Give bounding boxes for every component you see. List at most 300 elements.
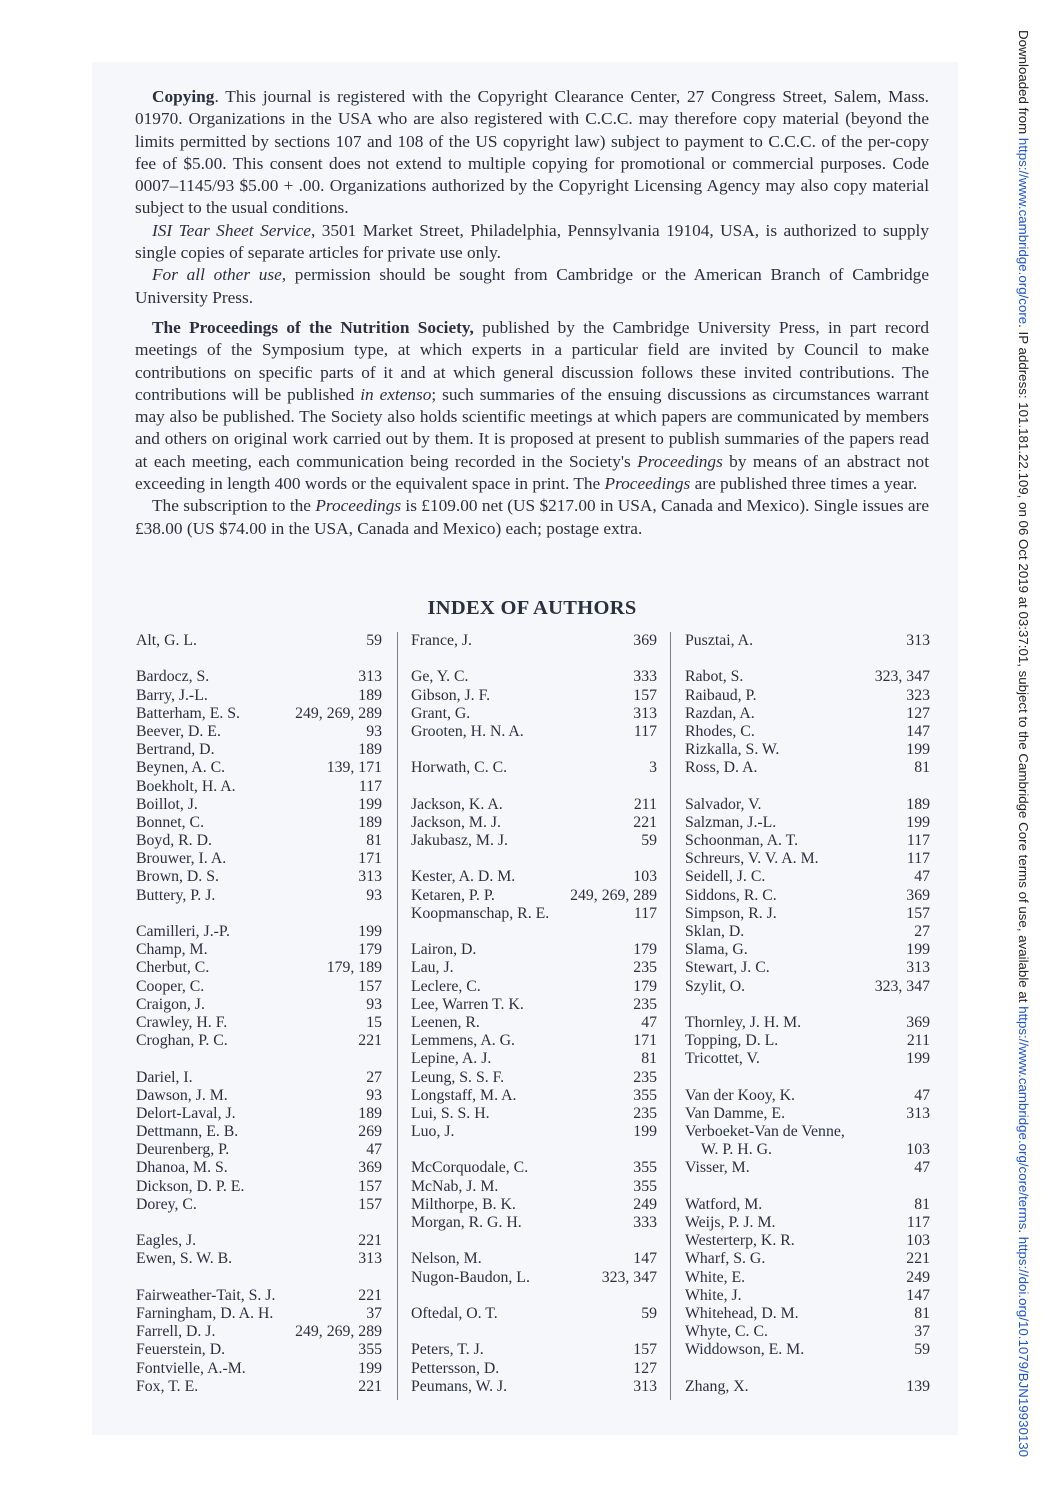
proceedings-text-a: published by the Cambridge University Press, in part record meetings of the Symposium type, at which experts in a particular field are invited by Council to make contributions on specific parts of it and at which general discussion follows these invited contributions. The contributions will be published [135, 317, 930, 404]
author-name: Barry, J.-L. [136, 686, 208, 704]
page-numbers: 199 [358, 923, 382, 940]
author-name: Watford, M. [685, 1195, 763, 1213]
author-name: Luo, J. [411, 1123, 455, 1141]
index-entry [136, 668, 382, 686]
index-entry [136, 1087, 382, 1105]
author-name: Brown, D. S. [136, 868, 219, 886]
page-numbers: 179 [633, 941, 657, 959]
page-numbers: 199 [906, 941, 930, 959]
author-name: Dariel, I. [136, 1068, 193, 1086]
page-numbers: 313 [358, 668, 382, 686]
author-name: Van Damme, E. [685, 1104, 786, 1122]
index-entry [411, 814, 657, 832]
doi-link[interactable]: https://doi.org/10.1079/BJN19930130 [1016, 1236, 1031, 1458]
index-entry [411, 687, 657, 705]
author-name: Bonnet, C. [136, 813, 205, 831]
index-entry [685, 923, 930, 941]
author-name: Koopmanschap, R. E. [411, 904, 550, 922]
index-entry [136, 705, 382, 723]
author-name: Horwath, C. C. [411, 759, 508, 777]
front-matter-text [135, 86, 929, 540]
author-name: Camilleri, J.-P. [136, 923, 230, 940]
index-entry [411, 1014, 657, 1032]
author-name: Leung, S. S. F. [411, 1068, 505, 1086]
index-spacer [136, 1214, 382, 1232]
index-entry [136, 632, 382, 650]
page-numbers: 37 [914, 1323, 930, 1341]
index-entry [136, 796, 382, 814]
index-entry [411, 1196, 657, 1214]
index-spacer [411, 1141, 657, 1159]
author-name: Deurenberg, P. [136, 1141, 230, 1159]
page-numbers: 117 [906, 832, 930, 850]
author-name: Lee, Warren T. K. [411, 995, 524, 1013]
index-entry [136, 1141, 382, 1159]
page-numbers: 199 [358, 795, 382, 813]
page-numbers: 221 [633, 813, 657, 831]
index-entry [411, 1087, 657, 1105]
core-link[interactable]: https://www.cambridge.org/core [1016, 137, 1031, 325]
author-name: Boyd, R. D. [136, 832, 212, 850]
index-entry [136, 1232, 382, 1250]
index-entry [136, 1123, 382, 1141]
author-name: Westerterp, K. R. [685, 1232, 795, 1250]
download-notice-prefix: Downloaded from [1016, 30, 1031, 138]
author-name: Dawson, J. M. [136, 1086, 228, 1104]
index-entry [685, 978, 930, 996]
index-entry [411, 1159, 657, 1177]
author-name: Thornley, J. H. M. [685, 1013, 802, 1031]
page-numbers: 221 [358, 1232, 382, 1250]
author-name: Dickson, D. P. E. [136, 1177, 245, 1195]
author-name: Weijs, P. J. M. [685, 1214, 776, 1231]
copying-text: . This journal is registered with the Copyright Clearance Center, 27 Congress Street, Salem, Mass. 01970. Organizations in the USA who are also registered with C.C.C. may therefore copy material (beyond the limits permitted by sections 107 and 108 of the US copyright law) subject to payment to C.C.C. of the per-copy fee of $5.00. This consent does not extend to multiple copying for promotional or commercial purposes. Code 0007–1145/93 $5.00 + .00. Organizations authorized by the Copyright Licensing Agency may also copy material subject to the usual conditions. [135, 87, 929, 218]
page-numbers: 81 [366, 832, 382, 850]
author-name: White, J. [685, 1286, 742, 1304]
index-spacer [411, 741, 657, 759]
author-name: Alt, G. L. [136, 632, 197, 649]
page-numbers: 323 [906, 686, 930, 704]
proceedings-text-b: ; such summaries of the ensuing discussions as circumstances warrant may also be published. The Society also holds scientific meetings at which papers are communicated by members and others on original work carried out by them. It is proposed at present to publish summaries of the papers read at each meeting, each communication being recorded in the Society's [135, 384, 929, 471]
index-entry [411, 723, 657, 741]
page-numbers: 117 [906, 1214, 930, 1231]
author-name: Zhang, X. [685, 1377, 749, 1395]
other-use-paragraph [135, 264, 929, 309]
author-name: Bertrand, D. [136, 741, 215, 759]
index-entry [685, 1323, 930, 1341]
index-entry [136, 887, 382, 905]
author-name: Milthorpe, B. K. [411, 1195, 516, 1213]
copying-paragraph [135, 86, 929, 220]
author-name: Lau, J. [411, 959, 454, 977]
author-name: Ross, D. A. [685, 759, 758, 777]
copying-heading: Copying [152, 87, 215, 106]
index-entry [685, 905, 930, 923]
index-entry [685, 796, 930, 814]
index-column-2 [411, 632, 657, 1396]
author-name: Lui, S. S. H. [411, 1104, 490, 1122]
proceedings-paragraph [135, 317, 929, 495]
index-entry [685, 832, 930, 850]
page-numbers: 15 [366, 1013, 382, 1031]
index-entry [136, 1105, 382, 1123]
page-numbers: 3 [649, 759, 657, 777]
author-name: Fairweather-Tait, S. J. [136, 1286, 276, 1304]
author-name: Boillot, J. [136, 795, 198, 813]
author-name: Fox, T. E. [136, 1377, 199, 1395]
index-entry [411, 868, 657, 886]
page-numbers: 313 [358, 1250, 382, 1268]
index-entry [411, 978, 657, 996]
page-numbers: 59 [366, 632, 382, 649]
index-entry [411, 1214, 657, 1232]
isi-paragraph [135, 220, 929, 265]
author-name: Bardocz, S. [136, 668, 210, 686]
index-entry [136, 1178, 382, 1196]
author-name: Batterham, E. S. [136, 704, 240, 722]
author-name: Longstaff, M. A. [411, 1086, 517, 1104]
index-entry [411, 887, 657, 905]
page-numbers: 179 [633, 977, 657, 995]
index-entry [411, 1269, 657, 1287]
author-name: Topping, D. L. [685, 1032, 779, 1050]
other-use-heading: For all other use [152, 265, 282, 285]
page-numbers: 171 [358, 850, 382, 868]
index-entry [685, 687, 930, 705]
index-entry [411, 1341, 657, 1359]
page-numbers: 189 [358, 1104, 382, 1122]
index-entry [685, 1159, 930, 1177]
isi-text: , 3501 Market Street, Philadelphia, Pennsylvania 19104, USA, is authorized to supply single copies of separate articles for private use only. [135, 220, 929, 263]
author-name: Lemmens, A. G. [411, 1032, 515, 1050]
author-name: Whitehead, D. M. [685, 1304, 799, 1322]
index-entry [685, 1141, 930, 1159]
page-numbers: 157 [633, 686, 657, 704]
index-entry [136, 1378, 382, 1396]
page-numbers: 355 [633, 1177, 657, 1195]
index-entry [685, 1341, 930, 1359]
proceedings-italic-c: Proceedings [604, 474, 691, 494]
author-name: Szylit, O. [685, 977, 746, 995]
index-spacer [411, 850, 657, 868]
page-numbers: 249, 269, 289 [295, 704, 382, 722]
author-name: Ketaren, P. P. [411, 886, 495, 904]
author-name: Salvador, V. [685, 795, 762, 813]
index-spacer [136, 650, 382, 668]
page-numbers: 235 [633, 1104, 657, 1122]
index-spacer [411, 650, 657, 668]
page-numbers: 269 [358, 1123, 382, 1141]
page-numbers: 355 [633, 1086, 657, 1104]
author-name: Champ, M. [136, 941, 208, 959]
page-numbers: 199 [906, 813, 930, 831]
index-spacer [685, 778, 930, 796]
index-entry [136, 832, 382, 850]
author-name: Widdowson, E. M. [685, 1341, 805, 1359]
index-entry [411, 1178, 657, 1196]
index-entry [136, 1360, 382, 1378]
terms-link[interactable]: https://www.cambridge.org/core/terms [1016, 1006, 1031, 1230]
proceedings-italic-a: in extenso [360, 384, 432, 404]
page-numbers: 235 [633, 959, 657, 977]
author-name: Gibson, J. F. [411, 686, 491, 704]
author-name: Wharf, S. G. [685, 1250, 766, 1268]
page-numbers: 323, 347 [874, 668, 930, 686]
index-spacer [685, 1178, 930, 1196]
author-name: Pettersson, D. [411, 1359, 500, 1377]
index-spacer [136, 1050, 382, 1068]
index-entry [136, 923, 382, 941]
subscription-italic: Proceedings [315, 496, 402, 516]
page-numbers: 47 [641, 1013, 657, 1031]
author-name: Tricottet, V. [685, 1050, 760, 1068]
page-numbers: 117 [633, 722, 657, 740]
index-entry [685, 632, 930, 650]
index-entry [685, 814, 930, 832]
author-name: Sklan, D. [685, 923, 745, 940]
page-numbers: 157 [358, 1177, 382, 1195]
author-name: Buttery, P. J. [136, 886, 216, 904]
author-name: Jackson, M. J. [411, 813, 501, 831]
index-entry [685, 1032, 930, 1050]
author-name: Seidell, J. C. [685, 868, 766, 886]
page-numbers: 199 [906, 1050, 930, 1068]
author-name: Cooper, C. [136, 977, 205, 995]
page-numbers: 355 [633, 1159, 657, 1177]
isi-heading: ISI Tear Sheet Service [152, 220, 311, 240]
author-name: Farningham, D. A. H. [136, 1304, 274, 1322]
page-numbers: 249, 269, 289 [570, 886, 657, 904]
index-entry [411, 796, 657, 814]
index-spacer [411, 1287, 657, 1305]
index-spacer [685, 650, 930, 668]
index-spacer [411, 1323, 657, 1341]
author-name: Pusztai, A. [685, 632, 754, 649]
author-name: Peters, T. J. [411, 1341, 484, 1359]
page-numbers: 81 [914, 1195, 930, 1213]
page-numbers: 235 [633, 995, 657, 1013]
page-numbers: 211 [633, 795, 657, 813]
author-name: Rizkalla, S. W. [685, 741, 780, 759]
page-numbers: 369 [358, 1159, 382, 1177]
page-numbers: 369 [633, 632, 657, 649]
author-name: Whyte, C. C. [685, 1323, 768, 1341]
index-entry [685, 1378, 930, 1396]
index-entry [136, 1159, 382, 1177]
page-numbers: 249, 269, 289 [295, 1323, 382, 1341]
index-entry [136, 850, 382, 868]
page-numbers: 93 [366, 1086, 382, 1104]
index-entry [685, 941, 930, 959]
index-entry [685, 1087, 930, 1105]
author-name: France, J. [411, 632, 472, 649]
index-entry [136, 978, 382, 996]
index-entry [411, 1250, 657, 1268]
page-numbers: 47 [366, 1141, 382, 1159]
page-numbers: 211 [906, 1032, 930, 1050]
index-spacer [136, 905, 382, 923]
index-column-1 [136, 632, 382, 1396]
author-name: Jackson, K. A. [411, 795, 503, 813]
subscription-paragraph [135, 495, 929, 540]
index-entry [685, 1105, 930, 1123]
index-entry [685, 1196, 930, 1214]
author-name: Leenen, R. [411, 1013, 480, 1031]
index-entry [411, 632, 657, 650]
index-spacer [685, 1360, 930, 1378]
author-name: Craigon, J. [136, 995, 205, 1013]
download-notice [1012, 30, 1034, 1470]
author-name: Raibaud, P. [685, 686, 757, 704]
index-entry [685, 759, 930, 777]
page-numbers: 81 [914, 759, 930, 777]
index-entry [411, 905, 657, 923]
index-entry [411, 1105, 657, 1123]
index-entry [685, 868, 930, 886]
index-entry [411, 1360, 657, 1378]
page-numbers: 59 [641, 832, 657, 850]
index-entry [136, 1014, 382, 1032]
author-name: Grant, G. [411, 704, 471, 722]
index-entry [411, 1050, 657, 1068]
index-entry [411, 1069, 657, 1087]
index-spacer [685, 1069, 930, 1087]
page-numbers [924, 1123, 930, 1141]
page-numbers: 199 [633, 1123, 657, 1141]
index-entry [685, 1123, 930, 1141]
page-numbers: 81 [641, 1050, 657, 1068]
page-numbers: 333 [633, 668, 657, 686]
author-name: Nelson, M. [411, 1250, 482, 1268]
index-entry [411, 1378, 657, 1396]
page-numbers: 189 [358, 686, 382, 704]
proceedings-heading: The Proceedings of the Nutrition Society, [152, 317, 474, 337]
proceedings-text-c: by means of an abstract not exceeding in length 400 words or the equivalent space in print. The [135, 451, 930, 494]
author-name: White, E. [685, 1268, 746, 1286]
author-name: Verboeket-Van de Venne, [685, 1123, 845, 1141]
page-numbers: 313 [906, 959, 930, 977]
author-name: Croghan, P. C. [136, 1032, 228, 1050]
index-entry [136, 741, 382, 759]
index-entry [685, 705, 930, 723]
author-name: Beynen, A. C. [136, 759, 226, 777]
author-name: Lepine, A. J. [411, 1050, 492, 1068]
index-entry [685, 741, 930, 759]
index-entry [685, 723, 930, 741]
index-entry [685, 1287, 930, 1305]
column-divider-1 [397, 632, 398, 1400]
page-numbers: 313 [633, 1377, 657, 1395]
page-numbers: 171 [633, 1032, 657, 1050]
page-numbers: 93 [366, 995, 382, 1013]
page-numbers: 47 [914, 1086, 930, 1104]
index-entry [685, 959, 930, 977]
index-entry [411, 832, 657, 850]
page-numbers: 147 [633, 1250, 657, 1268]
page-numbers: 157 [906, 904, 930, 922]
index-entry [411, 941, 657, 959]
page-numbers: 157 [358, 977, 382, 995]
page-numbers: 189 [906, 795, 930, 813]
page-numbers: 333 [633, 1214, 657, 1231]
subscription-text-b: is £109.00 net (US $217.00 in USA, Canada and Mexico). Single issues are £38.00 (US $74.00 in the USA, Canada and Mexico) each; postage extra. [135, 496, 929, 538]
author-name: Van der Kooy, K. [685, 1086, 795, 1104]
index-spacer [136, 1269, 382, 1287]
index-entry [685, 850, 930, 868]
author-name: Farrell, D. J. [136, 1323, 216, 1341]
page-numbers: 249 [633, 1195, 657, 1213]
index-entry [136, 1341, 382, 1359]
author-name: Lairon, D. [411, 941, 477, 959]
author-name: Kester, A. D. M. [411, 868, 516, 886]
author-name: McCorquodale, C. [411, 1159, 529, 1177]
author-name: Schoonman, A. T. [685, 832, 799, 850]
index-title: INDEX OF AUTHORS [427, 597, 637, 619]
author-name: Siddons, R. C. [685, 886, 777, 904]
page-numbers: 47 [914, 868, 930, 886]
index-entry [411, 959, 657, 977]
index-entry [685, 1014, 930, 1032]
page-numbers: 27 [914, 923, 930, 940]
subscription-text-a: The subscription to the [152, 496, 316, 516]
page-numbers: 157 [358, 1195, 382, 1213]
index-entry [411, 759, 657, 777]
download-notice-sep: . [1016, 1229, 1031, 1237]
author-name: Brouwer, I. A. [136, 850, 227, 868]
index-entry [136, 1323, 382, 1341]
index-entry [685, 1050, 930, 1068]
index-spacer [411, 923, 657, 941]
author-name: Leclere, C. [411, 977, 481, 995]
page-numbers: 199 [906, 741, 930, 759]
index-entry [136, 941, 382, 959]
index-entry [136, 759, 382, 777]
index-entry [136, 1069, 382, 1087]
author-name: McNab, J. M. [411, 1177, 499, 1195]
page-numbers: 323, 347 [601, 1268, 657, 1286]
page-numbers: 117 [906, 850, 930, 868]
author-name: Grooten, H. N. A. [411, 722, 524, 740]
index-entry [685, 1269, 930, 1287]
page-numbers: 127 [906, 704, 930, 722]
page-numbers: 27 [366, 1068, 382, 1086]
index-entry [411, 1123, 657, 1141]
page-numbers: 117 [358, 777, 382, 795]
index-entry [136, 1287, 382, 1305]
page-numbers: 59 [914, 1341, 930, 1359]
page-numbers: 199 [358, 1359, 382, 1377]
author-name: Eagles, J. [136, 1232, 197, 1250]
index-entry [411, 1305, 657, 1323]
index-entry [411, 668, 657, 686]
index-entry [685, 1305, 930, 1323]
page-numbers: 221 [358, 1032, 382, 1050]
index-entry [136, 778, 382, 796]
index-entry [685, 668, 930, 686]
page-numbers: 179 [358, 941, 382, 959]
page-numbers: 313 [906, 632, 930, 649]
page-numbers: 93 [366, 886, 382, 904]
proceedings-text-d: are published three times a year. [690, 474, 918, 494]
page-numbers: 189 [358, 741, 382, 759]
index-entry [136, 814, 382, 832]
page-numbers: 221 [358, 1286, 382, 1304]
index-entry [685, 887, 930, 905]
author-name: Cherbut, C. [136, 959, 210, 977]
author-name: Boekholt, H. A. [136, 777, 236, 795]
author-name: Beever, D. E. [136, 722, 221, 740]
author-name: Ge, Y. C. [411, 668, 469, 686]
